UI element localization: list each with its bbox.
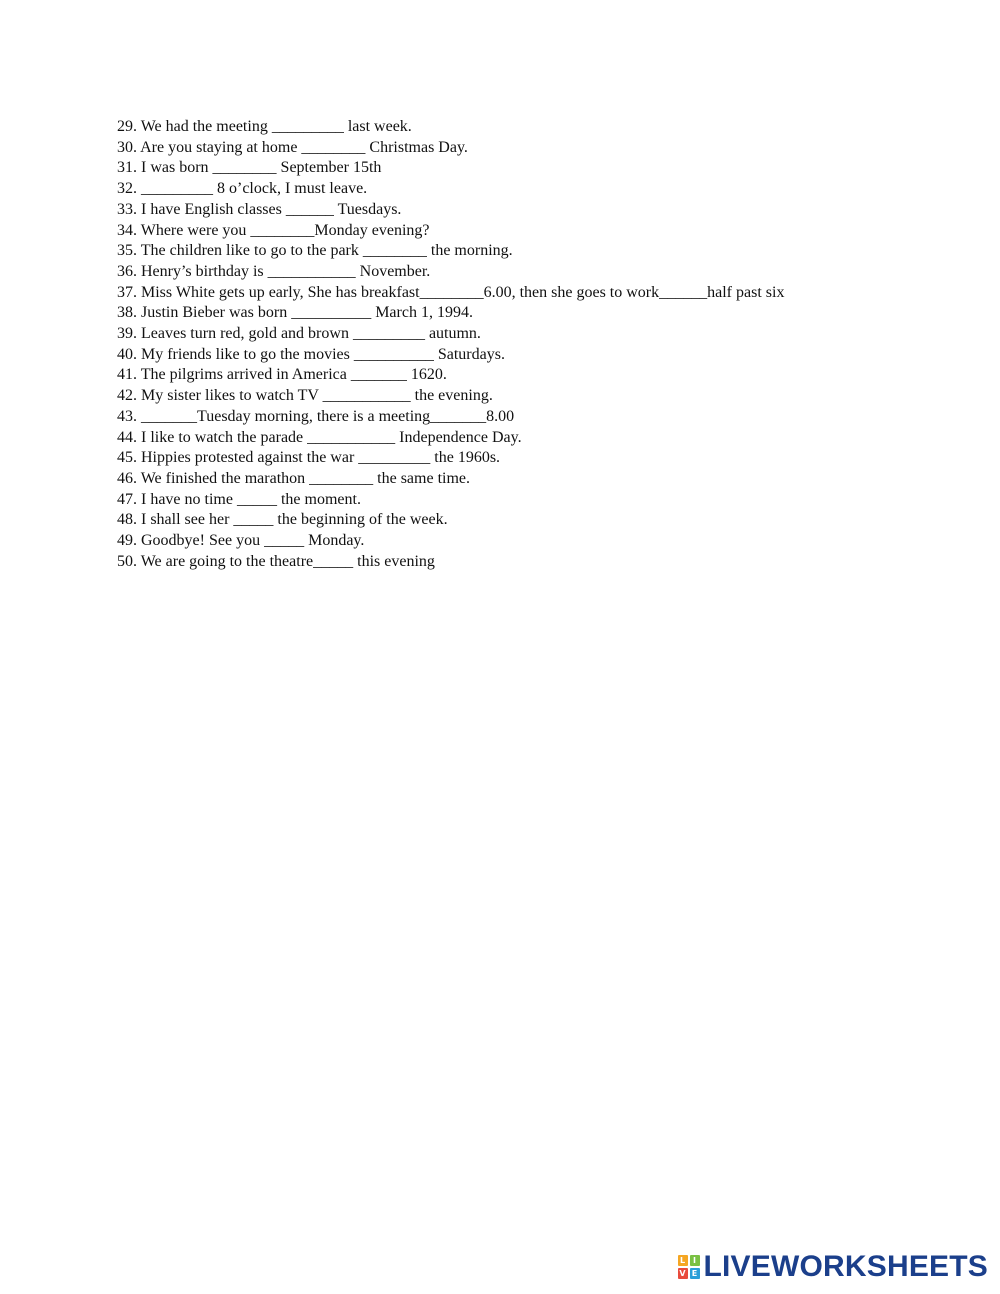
brand-wordmark: LIVEWORKSHEETS: [703, 1250, 988, 1283]
question-44: 44. I like to watch the parade ___________ Independence Day.: [117, 428, 522, 446]
question-42: 42. My sister likes to watch TV ___________ the evening.: [117, 387, 493, 405]
question-45: 45. Hippies protested against the war _________ the 1960s.: [117, 449, 501, 467]
question-39: 39. Leaves turn red, gold and brown _________ autumn.: [117, 325, 481, 343]
logo-letter-i: I: [690, 1255, 700, 1266]
logo-letter-l: L: [678, 1255, 688, 1266]
question-34: 34. Where were you ________Monday evening?: [117, 221, 430, 239]
question-31: 31. I was born ________ September 15th: [117, 159, 382, 177]
liveworksheets-logo-icon: [678, 1255, 700, 1279]
question-35: 35. The children like to go to the park ________ the morning.: [117, 242, 513, 260]
question-33: 33. I have English classes ______ Tuesdays.: [117, 200, 402, 218]
question-47: 47. I have no time _____ the moment.: [117, 490, 361, 508]
question-30: 30. Are you staying at home ________ Christmas Day.: [117, 138, 468, 156]
question-37: 37. Miss White gets up early, She has breakfast________6.00, then she goes to work______half past six: [117, 283, 785, 301]
question-50: 50. We are going to the theatre_____ this evening: [117, 552, 435, 570]
question-38: 38. Justin Bieber was born __________ March 1, 1994.: [117, 304, 473, 322]
question-49: 49. Goodbye! See you _____ Monday.: [117, 532, 365, 550]
logo-letter-v: V: [679, 1269, 686, 1278]
question-43: 43. _______Tuesday morning, there is a meeting_______8.00: [117, 407, 515, 425]
question-36: 36. Henry’s birthday is ___________ November.: [117, 262, 431, 280]
question-32: 32. _________ 8 o’clock, I must leave.: [117, 180, 368, 198]
question-29: 29. We had the meeting _________ last week.: [117, 118, 412, 135]
question-41: 41. The pilgrims arrived in America _______ 1620.: [117, 366, 447, 384]
worksheet-questions: [117, 117, 987, 572]
question-46: 46. We finished the marathon ________ the same time.: [117, 469, 471, 487]
question-40: 40. My friends like to go the movies __________ Saturdays.: [117, 345, 505, 363]
liveworksheets-brand: [678, 1252, 989, 1282]
logo-letter-e: E: [690, 1268, 700, 1279]
question-48: 48. I shall see her _____ the beginning of the week.: [117, 511, 448, 529]
